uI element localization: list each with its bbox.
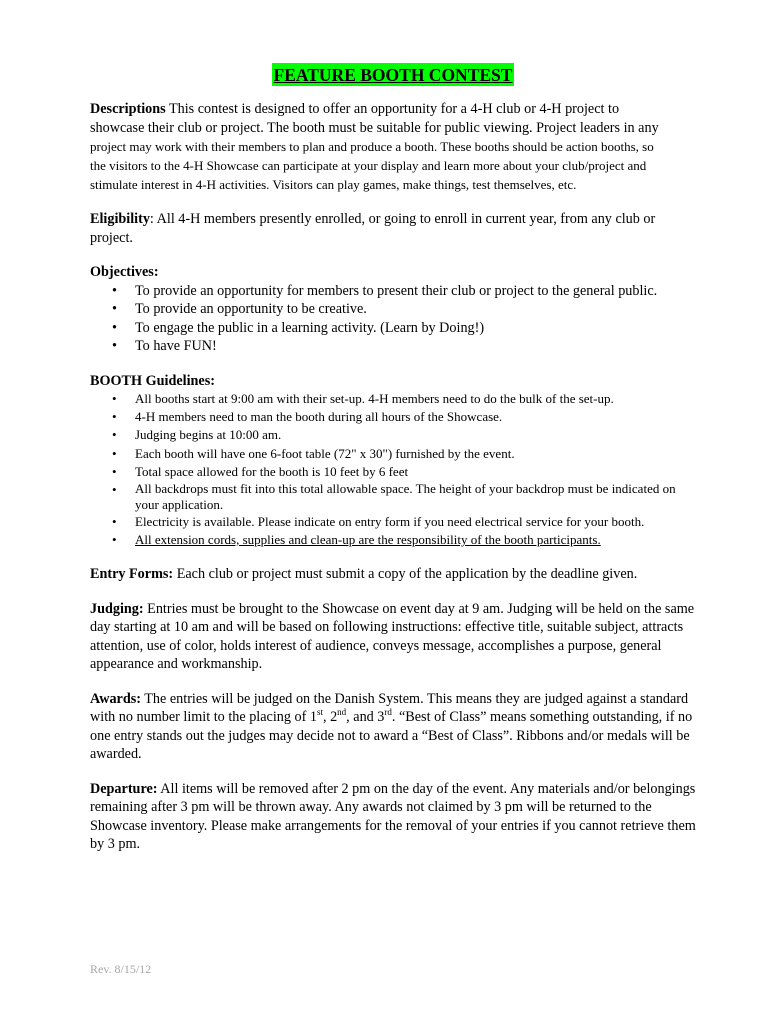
awards-sup-2: nd	[337, 707, 347, 718]
awards-label: Awards:	[90, 690, 141, 707]
list-item: • To provide an opportunity for members to present their club or project to the general public.	[112, 282, 696, 301]
objectives-label: Objectives:	[90, 264, 159, 280]
entry-forms-label: Entry Forms:	[90, 566, 174, 583]
descriptions-section	[90, 100, 696, 194]
descriptions-line-4: the visitors to the 4-H Showcase can participate at your display and learn more about your club/project and	[90, 158, 647, 173]
list-item: • 4-H members need to man the booth during all hours of the Showcase.	[112, 408, 696, 426]
list-item	[112, 531, 696, 549]
title-wrap	[90, 63, 696, 86]
list-item: • Each booth will have one 6-foot table (72" x 30") furnished by the event.	[112, 445, 696, 463]
awards-sep-2: , and 3	[346, 709, 385, 726]
departure-text: All items will be removed after 2 pm on the day of the event. Any materials and/or belongings remaining after 3 pm will be thrown away. Any awards not claimed by 3 pm will be returned to the Showcase inventory. Please make arrangements for the removal of your entries if you cannot retrieve them by 3 pm.	[90, 780, 696, 853]
page-title: FEATURE BOOTH CONTEST	[273, 65, 513, 85]
awards-text-a: The entries will be judged on the Danish System. This means they are judged against a standard with no number limit to the placing of 1	[90, 690, 689, 726]
departure-label: Departure:	[90, 780, 158, 797]
guidelines-list	[90, 390, 696, 549]
list-item-text: • All backdrops must fit into this total allowable space. The height of your backdrop must be indicated on your application.	[135, 481, 676, 513]
eligibility-section	[90, 210, 696, 247]
departure-section	[90, 780, 696, 854]
list-item: • Judging begins at 10:00 am.	[112, 426, 696, 444]
objectives-list	[90, 282, 696, 356]
guidelines-section	[90, 372, 696, 550]
awards-section	[90, 690, 696, 764]
list-item: • To engage the public in a learning activity. (Learn by Doing!)	[112, 319, 696, 338]
descriptions-line-3: project may work with their members to plan and produce a booth. These booths should be action booths, so	[90, 139, 654, 154]
judging-text: Entries must be brought to the Showcase on event day at 9 am. Judging will be held on the same day starting at 10 am and will be based on following instructions: effective title, suitable subject, attracts attention, use of color, holds interest of audience, conveys message, accomplishes a purpose, general appearance and workmanship.	[90, 600, 695, 673]
eligibility-label: Eligibility	[90, 211, 150, 227]
awards-sep-1: , 2	[322, 709, 338, 726]
entry-forms-section	[90, 565, 696, 584]
revision-footer: Rev. 8/15/12	[90, 962, 152, 976]
list-item: • Electricity is available. Please indicate on entry form if you need electrical service for your booth.	[112, 513, 696, 531]
descriptions-line-2: showcase their club or project. The booth must be suitable for public viewing. Project leaders in any	[90, 119, 659, 136]
list-item: • To have FUN!	[112, 337, 696, 356]
awards-text-b: . “Best of Class” means something outstanding, if no one entry stands out the judges may decide not to award a “Best of Class”. Ribbons and/or medals will be awarded.	[90, 709, 693, 763]
awards-sup-3: rd	[384, 707, 392, 718]
eligibility-text: : All 4-H members presently enrolled, or going to enroll in current year, from any club or project.	[90, 211, 656, 246]
document-page	[90, 63, 696, 854]
descriptions-label: Descriptions	[90, 101, 166, 117]
awards-sup-1: st	[316, 707, 323, 718]
list-item-text: All extension cords, supplies and clean-up are the responsibility of the booth participants.	[135, 532, 601, 548]
objectives-section	[90, 263, 696, 356]
list-item: • To provide an opportunity to be creative.	[112, 300, 696, 319]
guidelines-label: BOOTH Guidelines:	[90, 372, 215, 389]
descriptions-line-5: stimulate interest in 4-H activities. Visitors can play games, make things, test themselves, etc.	[90, 177, 577, 192]
descriptions-line-1: This contest is designed to offer an opportunity for a 4-H club or 4-H project to	[168, 101, 620, 117]
list-item	[112, 481, 696, 513]
judging-section	[90, 600, 696, 674]
entry-forms-text: Each club or project must submit a copy of the application by the deadline given.	[173, 566, 638, 583]
list-item: • All booths start at 9:00 am with their set-up. 4-H members need to do the bulk of the set-up.	[112, 390, 696, 408]
list-item: • Total space allowed for the booth is 10 feet by 6 feet	[112, 463, 696, 481]
judging-label: Judging:	[90, 600, 144, 617]
